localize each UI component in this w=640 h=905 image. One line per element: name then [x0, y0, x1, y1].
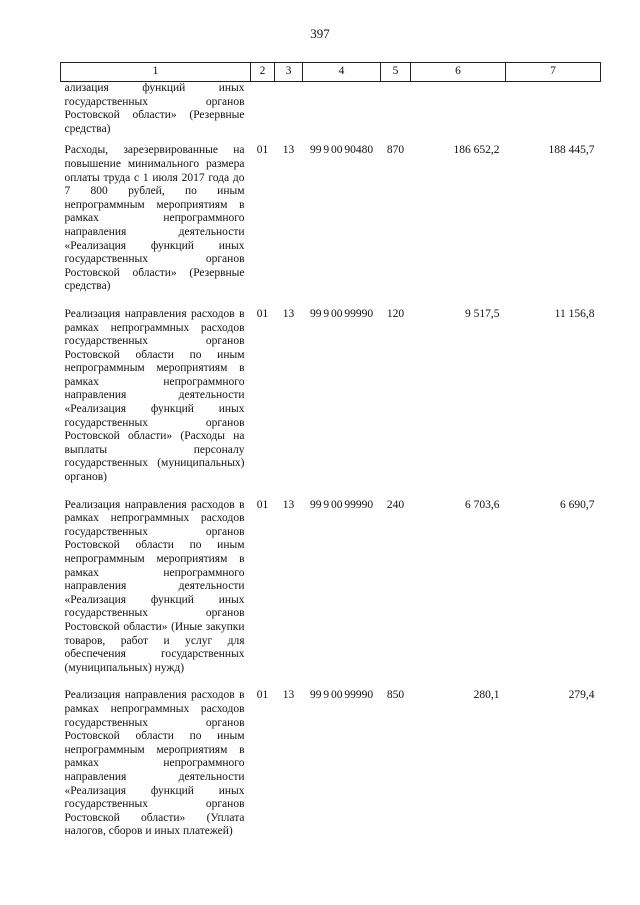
row-section: 01: [256, 689, 269, 702]
row-description: Реализация направления расходов в рамках непрограммных расходов государственных органов Ростовской области по иным непрограммным мероприятиям в рамках непрограммного направления деятельности «Реализация функций иных государственных органов Ростовской области» (Уплата налогов, сборов и иных платежей): [64, 689, 245, 838]
row-target-article: 99 9 00 90480: [309, 144, 374, 157]
row-amount-col6: 6 703,6: [465, 498, 500, 511]
row-subsection: 13: [282, 498, 295, 511]
header-col-1: 1: [61, 63, 251, 82]
row-amount-col6: 186 652,2: [453, 144, 500, 157]
row-section: 01: [256, 144, 269, 157]
row-expense-type: 850: [386, 689, 405, 702]
row-subsection: [275, 82, 303, 145]
row-description: Реализация направления расходов в рамках непрограммных расходов государственных органов Ростовской области по иным непрограммным мероприятиям в рамках непрограммного направления деятельности «Реализация функций иных государственных органов Ростовской области» (Иные закупки товаров, работ и услуг для обеспечения государственных (муниципальных) нужд): [64, 498, 245, 674]
row-target-article: 99 9 00 99990: [309, 307, 374, 320]
row-expense-type: 120: [386, 307, 405, 320]
row-expense-type: [381, 82, 411, 145]
row-target-article: [303, 82, 381, 145]
row-target-article: 99 9 00 99990: [309, 689, 374, 702]
table-row: [61, 308, 601, 499]
header-col-3: 3: [275, 63, 303, 82]
table-body: [61, 82, 601, 853]
row-amount-col7: 6 690,7: [560, 498, 595, 511]
row-section: 01: [256, 498, 269, 511]
header-col-4: 4: [303, 63, 381, 82]
row-section: 01: [256, 307, 269, 320]
budget-table: [60, 62, 601, 853]
row-amount-col7: [506, 82, 601, 145]
header-col-6: 6: [411, 63, 506, 82]
row-expense-type: 870: [386, 144, 405, 157]
row-amount-col6: [411, 82, 506, 145]
row-target-article: 99 9 00 99990: [309, 498, 374, 511]
row-subsection: 13: [282, 144, 295, 157]
header-col-2: 2: [251, 63, 275, 82]
row-amount-col6: 280,1: [473, 689, 500, 702]
table-row: [61, 144, 601, 308]
row-subsection: 13: [282, 307, 295, 320]
header-col-7: 7: [506, 63, 601, 82]
table-row: [61, 689, 601, 853]
row-description: ализация функций иных государственных органов Ростовской области» (Резервные средства): [64, 82, 245, 135]
row-description: Реализация направления расходов в рамках непрограммных расходов государственных органов Ростовской области по иным непрограммным мероприятиям в рамках непрограммного направления деятельности «Реализация функций иных государственных органов Ростовской области» (Расходы на выплаты персоналу государственных (муниципальных) органов): [64, 307, 245, 484]
row-description: Расходы, зарезервированные на повышение минимального размера оплаты труда с 1 июля 2017 года до 7 800 рублей, по иным непрограммным мероприятиям в рамках непрограммного направления деятельности «Реализация функций иных государственных органов Ростовской области» (Резервные средства): [64, 144, 245, 293]
row-amount-col7: 188 445,7: [548, 144, 595, 157]
row-amount-col7: 279,4: [568, 689, 595, 702]
row-subsection: 13: [282, 689, 295, 702]
table-header: [61, 63, 601, 82]
row-amount-col7: 11 156,8: [554, 307, 595, 320]
page-number: 397: [310, 26, 330, 41]
row-expense-type: 240: [386, 498, 405, 511]
table-row: [61, 82, 601, 145]
row-section: [251, 82, 275, 145]
table-row: [61, 499, 601, 690]
row-amount-col6: 9 517,5: [465, 307, 500, 320]
header-col-5: 5: [381, 63, 411, 82]
